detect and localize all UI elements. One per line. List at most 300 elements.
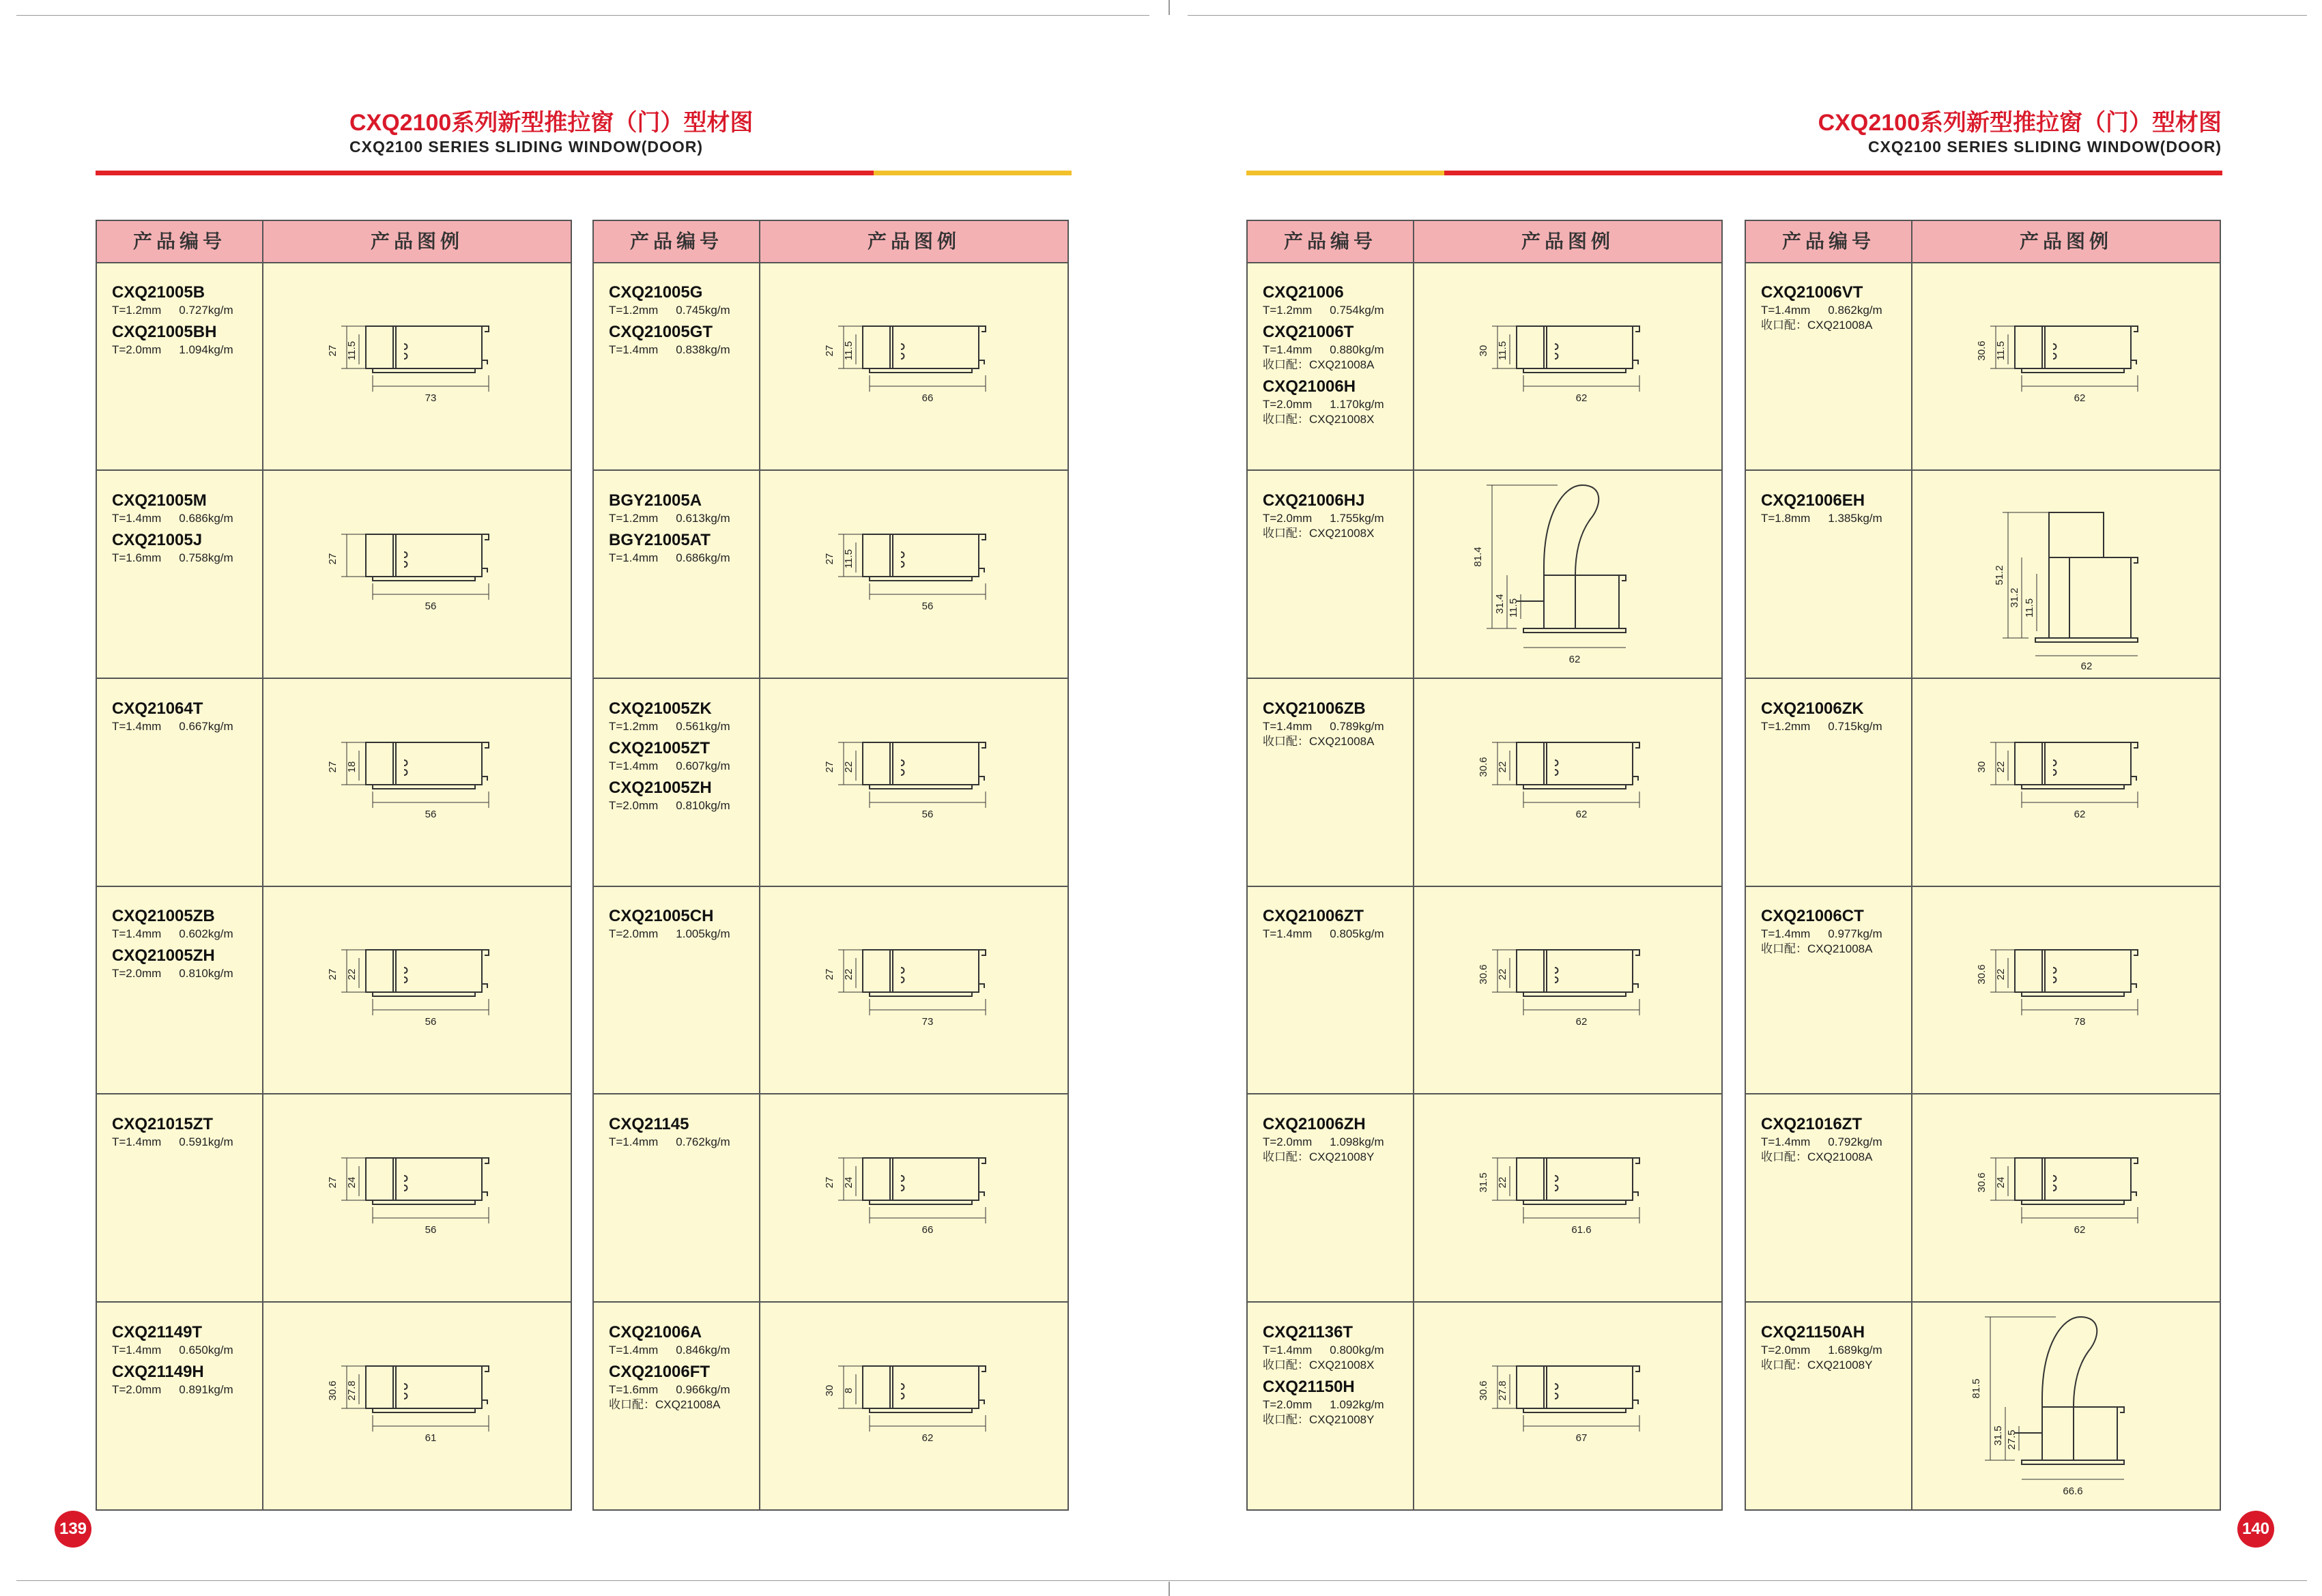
fold-mark-bottom (1169, 1582, 1170, 1596)
unit-weight: 1.098kg/m (1330, 1135, 1384, 1149)
profile-drawing (1414, 471, 1721, 678)
profile-outline (838, 742, 986, 808)
dim-height: 27 (327, 761, 339, 772)
table-row (594, 887, 1067, 1094)
wall-thickness: T=1.4mm (112, 511, 162, 525)
dim-height: 30.6 (1478, 1380, 1489, 1401)
product-code: CXQ21005CH (609, 907, 714, 926)
unit-weight: 0.727kg/m (179, 304, 233, 317)
product-table (1745, 220, 2221, 1511)
dim-width: 62 (2080, 660, 2093, 672)
unit-weight: 0.686kg/m (179, 511, 233, 525)
dim-inner-height: 27.5 (2006, 1430, 2018, 1450)
dim-width: 61.6 (1571, 1224, 1592, 1236)
header-product-figure: 产品图例 (2019, 231, 2112, 252)
left-page-header (349, 109, 753, 157)
product-code: CXQ21006HJ (1263, 491, 1365, 510)
profile-cross-section (263, 1303, 571, 1509)
dim-inner-height: 11.5 (1995, 340, 2007, 361)
product-code: CXQ21006ZH (1263, 1115, 1366, 1134)
dim-inner-height: 11.5 (843, 549, 855, 568)
product-code: CXQ21005ZB (112, 907, 215, 926)
wall-thickness: T=1.4mm (1263, 927, 1313, 941)
table-row (1746, 887, 2220, 1094)
table-row (1248, 471, 1721, 679)
profile-outline (838, 1366, 986, 1432)
wall-thickness: T=1.6mm (609, 1383, 659, 1396)
wall-thickness: T=1.4mm (609, 759, 659, 772)
dim-inner-height: 22 (1995, 761, 2007, 772)
dim-height: 81.4 (1472, 547, 1484, 567)
product-spec (609, 927, 756, 942)
unit-weight: 0.792kg/m (1828, 1135, 1882, 1149)
profile-drawing (1912, 887, 2220, 1093)
unit-weight: 0.607kg/m (676, 759, 730, 772)
profile-outline (1492, 950, 1639, 1015)
profile-drawing (1414, 263, 1721, 469)
dim-width: 56 (425, 1224, 437, 1236)
wall-thickness: T=1.4mm (112, 1344, 162, 1356)
profile-cross-section (263, 680, 571, 886)
product-spec (112, 343, 259, 358)
page-title-en: CXQ2100 SERIES SLIDING WINDOW(DOOR) (349, 138, 704, 156)
wall-thickness: T=1.8mm (1761, 511, 1811, 525)
profile-cross-section (1912, 1095, 2220, 1301)
profile-drawing (263, 471, 571, 678)
product-info (1761, 1110, 1908, 1165)
unit-weight: 0.602kg/m (179, 927, 233, 941)
wall-thickness: T=2.0mm (112, 967, 162, 981)
unit-weight: 1.689kg/m (1828, 1344, 1882, 1356)
product-spec (1761, 1343, 1908, 1358)
product-info (112, 1318, 259, 1397)
dim-inner-height: 22 (1497, 761, 1508, 772)
dim-width: 62 (1575, 392, 1588, 404)
profile-outline (1985, 1317, 2124, 1479)
product-info (112, 278, 259, 358)
profile-drawing (760, 263, 1067, 469)
table-row (1248, 263, 1721, 471)
dim-width: 78 (2074, 1016, 2086, 1028)
table-row (594, 471, 1067, 679)
page-title-cn: CXQ2100系列新型推拉窗（门）型材图 (1818, 110, 2222, 136)
product-spec (1761, 719, 1908, 734)
unit-weight: 0.977kg/m (1828, 927, 1882, 941)
product-code: CXQ21006VT (1761, 283, 1863, 302)
profile-outline (838, 1158, 986, 1223)
header-product-code: 产品编号 (132, 231, 226, 252)
unit-weight: 0.762kg/m (676, 1135, 730, 1149)
table-row (97, 1095, 571, 1303)
profile-cross-section (1414, 1095, 1721, 1301)
product-code: CXQ21005J (112, 530, 203, 549)
product-info (609, 695, 756, 813)
product-code: CXQ21006ZK (1761, 699, 1864, 718)
dim-inner-height: 27.8 (1497, 1380, 1508, 1401)
dim-height: 30 (1478, 345, 1489, 357)
wall-thickness: T=1.4mm (1761, 927, 1811, 941)
dim-width: 61 (425, 1432, 437, 1444)
dim-width: 62 (1575, 1016, 1588, 1028)
product-spec (609, 343, 756, 358)
dim-inner-height: 8 (843, 1387, 855, 1394)
dim-lower-height: 31.5 (1992, 1425, 2004, 1446)
profile-drawing (1912, 1303, 2220, 1509)
closure-note: 收口配：CXQ21008A (1263, 358, 1375, 371)
dim-width: 62 (1575, 808, 1588, 820)
trim-line-top-left (16, 15, 1149, 16)
dim-height: 27 (327, 1176, 339, 1189)
product-info (112, 695, 259, 734)
wall-thickness: T=1.2mm (1263, 304, 1313, 317)
profile-outline (1990, 326, 2138, 392)
product-code: CXQ21006H (1263, 377, 1356, 396)
profile-cross-section (1414, 1303, 1721, 1509)
dim-height: 30 (1976, 761, 1988, 772)
product-table (96, 220, 572, 1511)
profile-outline (341, 1158, 489, 1223)
wall-thickness: T=1.4mm (609, 1344, 659, 1356)
unit-weight: 0.891kg/m (179, 1383, 233, 1396)
product-spec (609, 303, 756, 318)
unit-weight: 0.667kg/m (179, 719, 233, 733)
profile-outline (341, 534, 489, 600)
header-product-figure: 产品图例 (867, 231, 960, 252)
table-row (594, 1095, 1067, 1303)
unit-weight: 0.846kg/m (676, 1344, 730, 1356)
product-spec (1263, 343, 1409, 358)
wall-thickness: T=2.0mm (609, 798, 659, 812)
profile-drawing (1414, 887, 1721, 1093)
wall-thickness: T=1.2mm (609, 304, 659, 317)
dim-width: 73 (921, 1016, 934, 1028)
table-row (1248, 680, 1721, 887)
table-row (97, 263, 571, 471)
dim-inner-height: 24 (843, 1176, 855, 1189)
product-info (1263, 1110, 1409, 1165)
dim-width: 56 (425, 1016, 437, 1028)
right-header-rule (1246, 171, 2222, 175)
dim-inner-height: 24 (346, 1176, 358, 1189)
wall-thickness: T=1.4mm (112, 719, 162, 733)
profile-outline (1492, 1158, 1639, 1223)
profile-outline (341, 950, 489, 1015)
product-code: CXQ21149T (112, 1323, 203, 1341)
product-spec (112, 927, 259, 942)
closure-note: 收口配：CXQ21008Y (1263, 1150, 1375, 1164)
dim-width: 62 (2074, 808, 2086, 820)
product-spec (1263, 511, 1409, 526)
closure-note: 收口配：CXQ21008X (1263, 526, 1375, 540)
dim-width: 56 (921, 600, 934, 612)
table-row (1248, 1095, 1721, 1303)
product-table (592, 220, 1069, 1511)
profile-drawing (263, 263, 571, 469)
table-row (594, 680, 1067, 887)
dim-height: 27 (824, 969, 835, 981)
dim-width: 56 (425, 808, 437, 820)
unit-weight: 0.862kg/m (1828, 304, 1882, 317)
product-spec (112, 966, 259, 981)
unit-weight: 0.715kg/m (1828, 719, 1882, 733)
product-code: BGY21005AT (609, 530, 711, 549)
dim-width: 62 (2074, 1224, 2086, 1236)
product-code: CXQ21064T (112, 699, 203, 718)
dim-height: 30 (824, 1384, 835, 1397)
product-info (1263, 1318, 1409, 1427)
page-title-cn: CXQ2100系列新型推拉窗（门）型材图 (349, 110, 754, 136)
table-header (1248, 221, 1721, 263)
wall-thickness: T=2.0mm (1263, 1398, 1313, 1411)
profile-outline (1990, 950, 2138, 1015)
wall-thickness: T=1.4mm (609, 343, 659, 356)
product-info (609, 487, 756, 566)
header-product-figure: 产品图例 (370, 231, 463, 252)
dim-lower-height: 31.4 (1494, 594, 1506, 614)
dim-inner-height: 11.5 (1508, 598, 1519, 618)
product-code: CXQ21015ZT (112, 1115, 214, 1134)
dim-width: 66 (921, 1224, 934, 1236)
product-code: CXQ21006FT (609, 1363, 711, 1381)
product-spec (112, 1135, 259, 1150)
table-row (1746, 1303, 2220, 1511)
product-code: CXQ21006ZT (1263, 907, 1364, 926)
dim-width: 62 (2074, 392, 2086, 404)
dim-height: 30.6 (327, 1380, 339, 1401)
product-code: CXQ21006T (1263, 323, 1354, 341)
profile-cross-section (760, 263, 1067, 469)
closure-note: 收口配：CXQ21008Y (1761, 1359, 1873, 1372)
wall-thickness: T=2.0mm (112, 343, 162, 356)
product-spec (609, 719, 756, 734)
table-header (1746, 221, 2220, 263)
unit-weight: 0.966kg/m (676, 1383, 730, 1396)
table-header (594, 221, 1067, 263)
profile-drawing (760, 887, 1067, 1093)
dim-height: 30.6 (1478, 964, 1489, 985)
dim-lower-height: 31.2 (2009, 587, 2020, 608)
unit-weight: 0.800kg/m (1330, 1344, 1384, 1356)
profile-cross-section (1414, 471, 1721, 678)
wall-thickness: T=1.6mm (112, 551, 162, 564)
dim-inner-height: 27.8 (346, 1380, 358, 1401)
product-code: CXQ21005ZH (609, 778, 712, 797)
profile-cross-section (1912, 1303, 2220, 1509)
product-spec (609, 1343, 756, 1358)
product-spec (609, 798, 756, 813)
dim-width: 73 (425, 392, 437, 404)
page-title-en: CXQ2100 SERIES SLIDING WINDOW(DOOR) (1867, 138, 2222, 156)
wall-thickness: T=2.0mm (1263, 511, 1313, 525)
profile-cross-section (760, 887, 1067, 1093)
trim-line-bottom (16, 1580, 2307, 1581)
product-code: CXQ21145 (609, 1115, 689, 1134)
dim-height: 81.5 (1970, 1378, 1982, 1399)
wall-thickness: T=2.0mm (1263, 1135, 1313, 1149)
product-code: CXQ21005M (112, 491, 207, 510)
profile-drawing (263, 1095, 571, 1301)
product-code: CXQ21006EH (1761, 491, 1865, 510)
profile-cross-section (760, 680, 1067, 886)
table-row (97, 680, 571, 887)
product-info (609, 902, 756, 942)
profile-drawing (1414, 680, 1721, 886)
dim-inner-height: 22 (1497, 1176, 1508, 1189)
dim-inner-height: 22 (1497, 969, 1508, 981)
profile-drawing (1414, 1303, 1721, 1509)
wall-thickness: T=1.4mm (609, 551, 659, 564)
table-row (97, 887, 571, 1094)
product-code: CXQ21006 (1263, 283, 1344, 302)
dim-width: 66.6 (2063, 1485, 2083, 1497)
wall-thickness: T=1.4mm (609, 1135, 659, 1149)
product-code: CXQ21136T (1263, 1323, 1353, 1341)
dim-height: 30.6 (1976, 964, 1988, 985)
table-row (1746, 263, 2220, 471)
dim-width: 56 (921, 808, 934, 820)
unit-weight: 1.092kg/m (1330, 1398, 1384, 1411)
profile-drawing (263, 680, 571, 886)
table-row (1746, 1095, 2220, 1303)
table-header (97, 221, 571, 263)
profile-outline (838, 950, 986, 1015)
wall-thickness: T=2.0mm (112, 1383, 162, 1396)
unit-weight: 0.754kg/m (1330, 304, 1384, 317)
profile-outline (838, 326, 986, 392)
dim-inner-height: 18 (346, 761, 358, 772)
unit-weight: 0.805kg/m (1330, 927, 1384, 941)
unit-weight: 0.880kg/m (1330, 343, 1384, 356)
dim-width: 56 (425, 600, 437, 612)
product-spec (609, 1382, 756, 1397)
unit-weight: 0.758kg/m (179, 551, 233, 564)
fold-mark-top (1169, 0, 1170, 15)
left-header-rule (96, 171, 1072, 175)
product-spec (1263, 397, 1409, 412)
product-code: CXQ21149H (112, 1363, 204, 1381)
product-spec (609, 511, 756, 526)
dim-inner-height: 11.5 (346, 340, 358, 361)
product-spec (1263, 303, 1409, 318)
profile-cross-section (1912, 887, 2220, 1093)
product-code: CXQ21016ZT (1761, 1115, 1863, 1134)
product-spec (112, 1343, 259, 1358)
product-spec (1263, 927, 1409, 942)
product-code: CXQ21005GT (609, 323, 713, 341)
product-info (609, 278, 756, 358)
product-info (112, 1110, 259, 1150)
wall-thickness: T=1.4mm (1761, 1135, 1811, 1149)
profile-outline (2003, 512, 2138, 656)
profile-outline (341, 742, 489, 808)
dim-height: 51.2 (1994, 565, 2005, 585)
product-code: CXQ21006ZB (1263, 699, 1366, 718)
dim-inner-height: 11.5 (1497, 340, 1508, 361)
profile-outline (838, 534, 986, 600)
unit-weight: 0.838kg/m (676, 343, 730, 356)
dim-inner-height: 22 (843, 761, 855, 772)
dim-height: 30.6 (1976, 340, 1988, 361)
unit-weight: 0.650kg/m (179, 1344, 233, 1356)
dim-height: 27 (327, 553, 339, 565)
product-info (1761, 278, 1908, 333)
wall-thickness: T=2.0mm (1761, 1344, 1811, 1356)
header-product-code: 产品编号 (629, 231, 723, 252)
profile-cross-section (1912, 680, 2220, 886)
profile-drawing (1912, 471, 2220, 678)
table-row (1746, 680, 2220, 887)
closure-note: 收口配：CXQ21008X (1263, 413, 1375, 426)
profile-cross-section (1414, 263, 1721, 469)
product-spec (609, 759, 756, 774)
product-spec (112, 1382, 259, 1397)
wall-thickness: T=1.4mm (1263, 719, 1313, 733)
dim-height: 27 (824, 761, 835, 772)
profile-cross-section (263, 263, 571, 469)
dim-height: 27 (824, 345, 835, 357)
product-code: CXQ21006A (609, 1323, 702, 1341)
wall-thickness: T=1.4mm (1263, 1344, 1313, 1356)
product-table (1246, 220, 1723, 1511)
product-spec (1761, 1135, 1908, 1150)
product-code: CXQ21005G (609, 283, 703, 302)
profile-cross-section (1414, 680, 1721, 886)
unit-weight: 0.613kg/m (676, 511, 730, 525)
table-row (594, 1303, 1067, 1511)
product-spec (112, 511, 259, 526)
profile-drawing (760, 1303, 1067, 1509)
wall-thickness: T=1.2mm (112, 304, 162, 317)
closure-note: 收口配：CXQ21008A (1761, 942, 1873, 956)
product-spec (1761, 511, 1908, 526)
unit-weight: 0.686kg/m (676, 551, 730, 564)
profile-drawing (1912, 263, 2220, 469)
header-product-code: 产品编号 (1781, 231, 1875, 252)
header-product-code: 产品编号 (1283, 231, 1377, 252)
product-info (609, 1110, 756, 1150)
dim-width: 67 (1575, 1432, 1588, 1444)
product-spec (1263, 719, 1409, 734)
product-info (1761, 695, 1908, 734)
profile-cross-section (760, 1303, 1067, 1509)
product-info (1263, 278, 1409, 427)
product-info (112, 487, 259, 566)
closure-note: 收口配：CXQ21008A (1761, 1150, 1873, 1164)
profile-outline (1990, 1158, 2138, 1223)
dim-height: 27 (327, 345, 339, 357)
profile-cross-section (263, 887, 571, 1093)
trim-line-top-right (1188, 15, 2307, 16)
profile-outline (341, 326, 489, 392)
unit-weight: 0.591kg/m (179, 1135, 233, 1149)
unit-weight: 0.810kg/m (676, 798, 730, 812)
product-code: CXQ21005ZT (609, 738, 711, 757)
wall-thickness: T=1.4mm (112, 927, 162, 941)
closure-note: 收口配：CXQ21008A (1761, 319, 1873, 332)
dim-height: 30.6 (1976, 1172, 1988, 1193)
wall-thickness: T=2.0mm (609, 927, 659, 941)
dim-inner-height: 22 (346, 969, 358, 981)
closure-note: 收口配：CXQ21008Y (1263, 1413, 1375, 1426)
unit-weight: 0.810kg/m (179, 967, 233, 981)
profile-cross-section (1414, 887, 1721, 1093)
table-row (594, 263, 1067, 471)
page-number-left: 139 (55, 1511, 91, 1548)
product-info (1263, 487, 1409, 541)
table-row (1746, 471, 2220, 679)
page-number-right: 140 (2237, 1511, 2274, 1548)
profile-drawing (760, 471, 1067, 678)
